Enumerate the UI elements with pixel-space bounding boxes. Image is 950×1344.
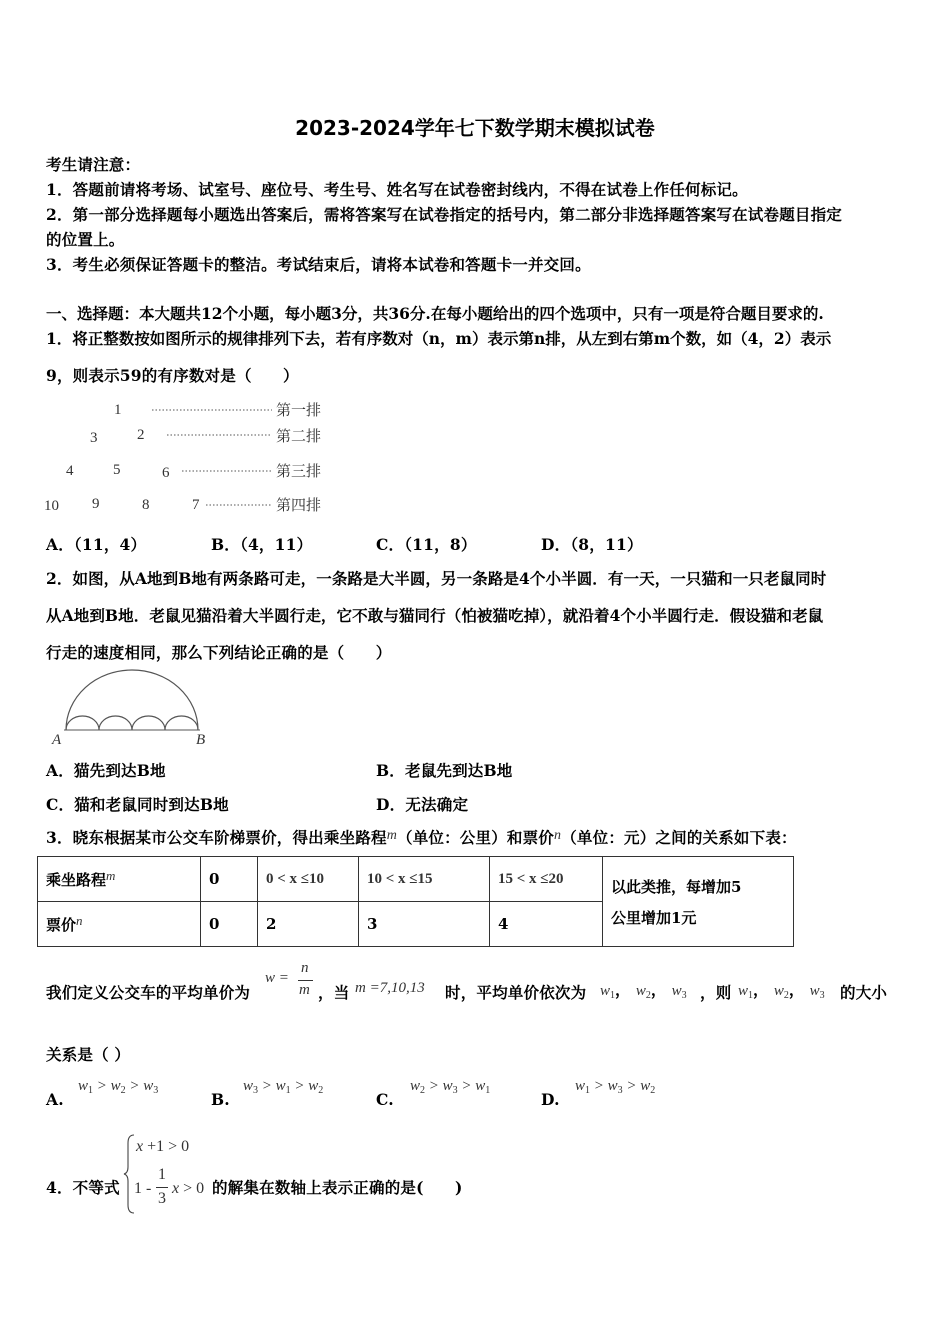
question-2-text: 2．如图，从A地到B地有两条路可走，一条路是大半圆，另一条路是4个小半圆．有一天，一只猫和一只老鼠同时	[46, 569, 827, 588]
row1-number: 1	[114, 402, 122, 418]
page-title: 2023-2024学年七下数学期末模拟试卷	[295, 116, 655, 140]
q3-option-d-expr: $w_1 > w_3 > w_2$	[575, 1078, 656, 1096]
section-heading: 一、选择题：本大题共12个小题，每小题3分，共36分.在每小题给出的四个选项中，只有一项是符合题目要求的.	[46, 304, 824, 323]
table-cell: 4	[490, 902, 603, 947]
w-list-1: $w_1$， $w_2$， $w_3$	[600, 980, 687, 1001]
q3-text-end: 关系是（ ）	[46, 1045, 131, 1064]
row2-label: 第二排	[276, 429, 322, 445]
q2-option-c[interactable]: C．猫和老鼠同时到达B地	[46, 795, 229, 814]
notice-item: 3．考生必须保证答题卡的整洁。考试结束后，请将本试卷和答题卡一并交回。	[46, 255, 591, 274]
table-cell: 3	[359, 902, 490, 947]
question-2-text: 从A地到B地．老鼠见猫沿着大半圆行走，它不敢与猫同行（怕被猫吃掉），就沿着4个小半圆行走．假设猫和老鼠	[46, 606, 824, 625]
point-b-label: B	[196, 732, 206, 748]
q2-option-a[interactable]: A．猫先到达B地	[46, 761, 166, 780]
row4-number: 8	[142, 497, 150, 513]
table-cell: 0 < x ≤10	[258, 857, 359, 902]
inequality-1: x +1 > 0	[136, 1138, 190, 1155]
inequality-2-fraction: 1 3	[158, 1166, 166, 1207]
inequality-2-b: x > 0	[172, 1180, 205, 1197]
m-values: m =7,10,13	[355, 980, 425, 996]
q3-option-d[interactable]: D.	[541, 1090, 560, 1109]
q3-option-b[interactable]: B.	[211, 1090, 230, 1109]
average-price-formula: w = n m	[265, 960, 325, 1004]
row4-label: 第四排	[276, 498, 322, 514]
row4-number: 10	[44, 498, 59, 514]
q3-option-c-expr: $w_2 > w_3 > w_1$	[410, 1078, 491, 1096]
q3-definition-e: 的大小	[840, 983, 888, 1002]
q3-option-b-expr: $w_3 > w_1 > w_2$	[243, 1078, 324, 1096]
row3-number: 6	[162, 465, 170, 481]
table-cell: 乘坐路程m	[38, 857, 201, 902]
notice-item: 1．答题前请将考场、试室号、座位号、考生号、姓名写在试卷密封线内，不得在试卷上作任何标记。	[46, 180, 748, 199]
q3-definition-c: 时，平均单价依次为	[445, 983, 587, 1002]
row3-number: 5	[113, 462, 121, 478]
row4-number: 7	[192, 497, 200, 513]
question-2-text: 行走的速度相同，那么下列结论正确的是（ ）	[46, 643, 392, 662]
notice-heading: 考生请注意：	[46, 155, 141, 174]
w-list-2: $w_1$， $w_2$， $w_3$	[738, 980, 825, 1001]
question-3-text: 3．晓东根据某市公交车阶梯票价，得出乘坐路程m（单位：公里）和票价n（单位：元）之间的关系如下表：	[46, 828, 797, 847]
q3-definition-b: ，当	[318, 983, 350, 1002]
q3-definition-a: 我们定义公交车的平均单价为	[46, 983, 251, 1002]
fare-table	[37, 856, 794, 947]
q3-definition-d: ，则	[700, 983, 732, 1002]
question-4-prefix: 4．不等式	[46, 1178, 120, 1197]
question-1-text: 1．将正整数按如图所示的规律排列下去，若有序数对（n，m）表示第n排，从左到右第m个数，如（4，2）表示	[46, 329, 832, 348]
row3-label: 第三排	[276, 464, 322, 480]
q1-option-a[interactable]: A．（11，4）	[46, 535, 147, 554]
point-a-label: A	[52, 732, 62, 748]
question-4-text: 的解集在数轴上表示正确的是( )	[212, 1178, 463, 1197]
table-cell: 10 < x ≤15	[359, 857, 490, 902]
q3-option-a[interactable]: A.	[46, 1090, 64, 1109]
row2-number: 2	[137, 427, 145, 443]
q1-option-c[interactable]: C．（11，8）	[376, 535, 477, 554]
table-cell: 票价n	[38, 902, 201, 947]
notice-item: 2．第一部分选择题每小题选出答案后，需将答案写在试卷指定的括号内，第二部分非选择题答案写在试卷题目指定	[46, 205, 842, 224]
inequality-2-a: 1 -	[134, 1180, 152, 1197]
table-cell: 0	[201, 857, 258, 902]
q3-option-c[interactable]: C.	[376, 1090, 394, 1109]
q1-option-d[interactable]: D．（8，11）	[541, 535, 643, 554]
number-triangle-figure	[40, 395, 340, 520]
table-cell: 0	[201, 902, 258, 947]
q3-option-a-expr: $w_1 > w_2 > w_3$	[78, 1078, 159, 1096]
q2-option-d[interactable]: D．无法确定	[376, 795, 469, 814]
notice-item: 的位置上。	[46, 230, 125, 249]
row4-number: 9	[92, 496, 100, 512]
question-1-text: 9，则表示59的有序数对是（ ）	[46, 366, 299, 385]
row1-label: 第一排	[276, 403, 322, 419]
q2-option-b[interactable]: B．老鼠先到达B地	[376, 761, 513, 780]
table-cell: 2	[258, 902, 359, 947]
row2-number: 3	[90, 430, 98, 446]
inequality-brace	[122, 1133, 136, 1215]
table-note-cell: 以此类推，每增加5 公里增加1元	[603, 857, 794, 947]
table-cell: 15 < x ≤20	[490, 857, 603, 902]
q1-option-b[interactable]: B．（4，11）	[211, 535, 313, 554]
semicircle-figure	[46, 668, 216, 750]
row3-number: 4	[66, 463, 74, 479]
